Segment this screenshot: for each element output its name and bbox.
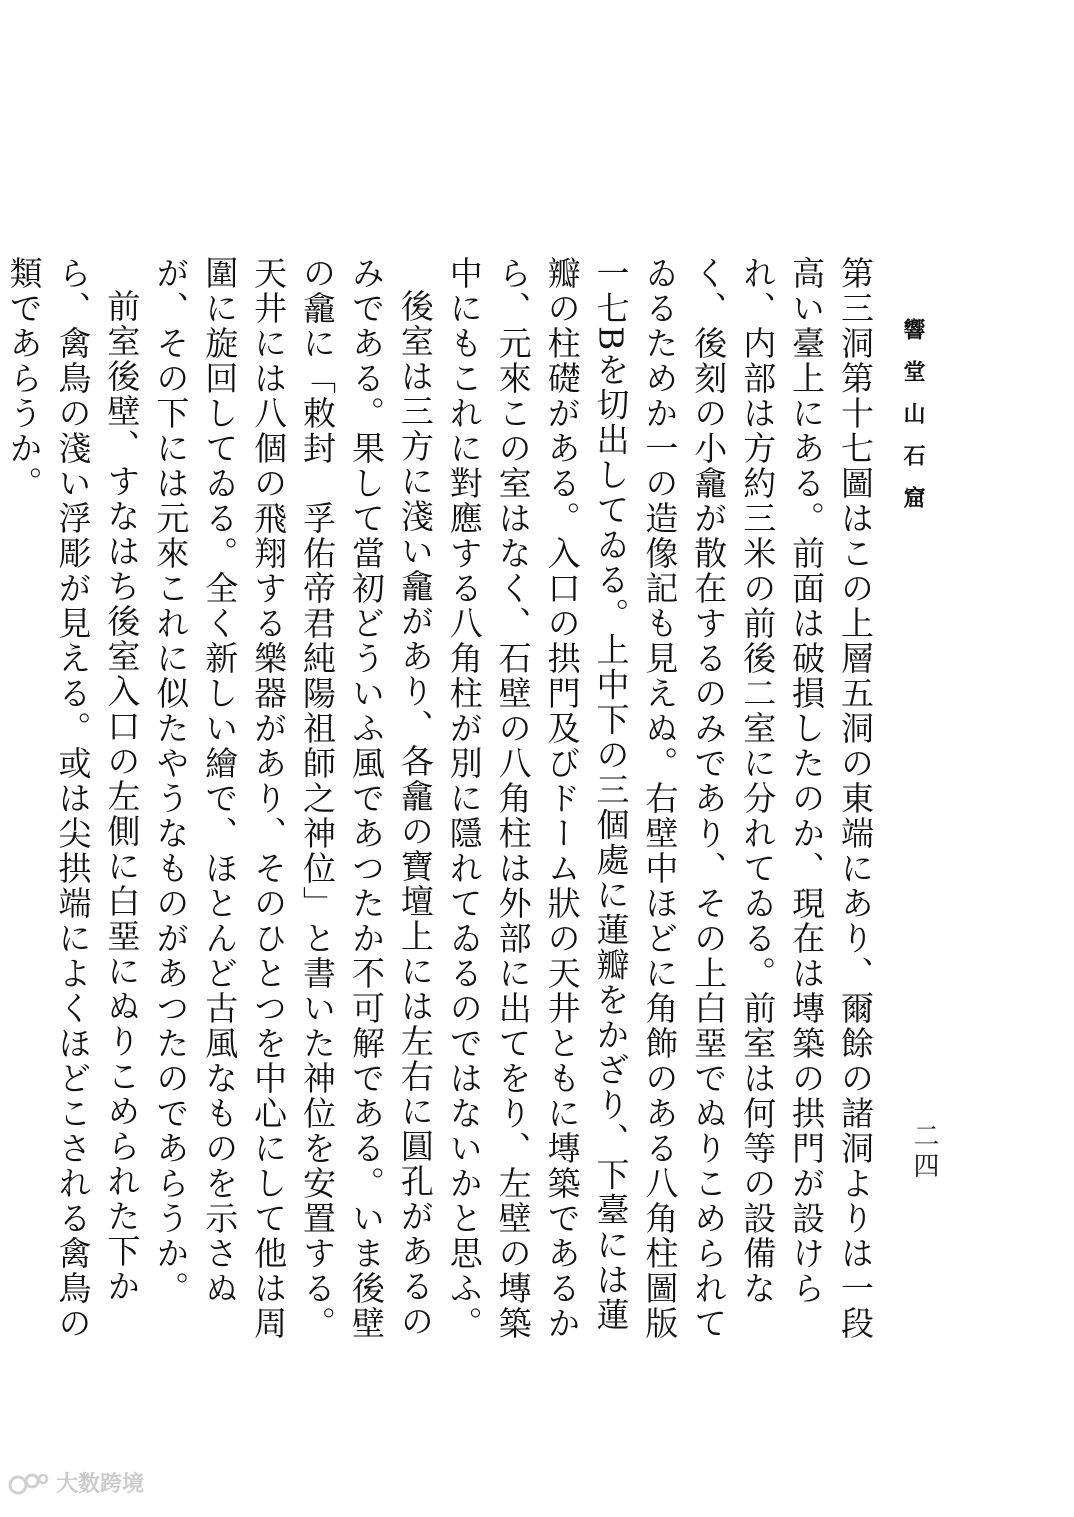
paragraph: 後室は三方に淺い龕があり、各龕の寶壇上には左右に圓孔があるのみである。果して當初どういふ風であつたか不可解である。いま後壁の龕に「敕封 孚佑帝君純陽祖師之神位」と書いた神位を安置する。天井には八個の飛翔する樂器があり、そのひとつを中心にして他は周圍に旋回してゐる。全く新しい繪で、ほとんど古風なものを示さぬが、その下には元來これに似たやうなものがあつたのであらうか。 xyxy=(151,256,435,1341)
brand-logo-icon xyxy=(8,1468,52,1498)
page-header-title: 響堂山石窟 xyxy=(900,318,926,528)
paragraph: 第三洞第十七圖はこの上層五洞の東端にあり、爾餘の諸洞よりは一段高い臺上にある。前面は破損したのか、現在は塼築の拱門が設けられ、内部は方約三米の前後二室に分れてゐる。前室は何等の設備なく、後刻の小龕が散在するのみであり、その上白堊でぬりこめられてゐるためか一の造像記も見えぬ。右壁中ほどに角飾のある八角柱圖版一七Bを切出してゐる。上中下の三個處に蓮瓣をかざり、下臺には蓮瓣の柱礎がある。入口の拱門及びドーム狀の天井ともに塼築であるから、元來この室はなく、石壁の八角柱は外部に出てをり、左壁の塼築中にもこれに對應する八角柱が別に隱れてゐるのではないかと思ふ。 xyxy=(444,256,875,1341)
watermark-text: 大数跨境 xyxy=(56,1472,145,1497)
watermark xyxy=(8,1467,144,1498)
main-text-block xyxy=(4,256,879,1366)
paragraph: 前室後壁、すなはち後室入口の左側に白堊にぬりこめられた下から、禽鳥の淺い浮彫が見える。或は尖拱端によくほどこされる禽鳥の類であらうか。 xyxy=(4,256,142,1341)
page-number: 二四 xyxy=(909,1122,939,1182)
